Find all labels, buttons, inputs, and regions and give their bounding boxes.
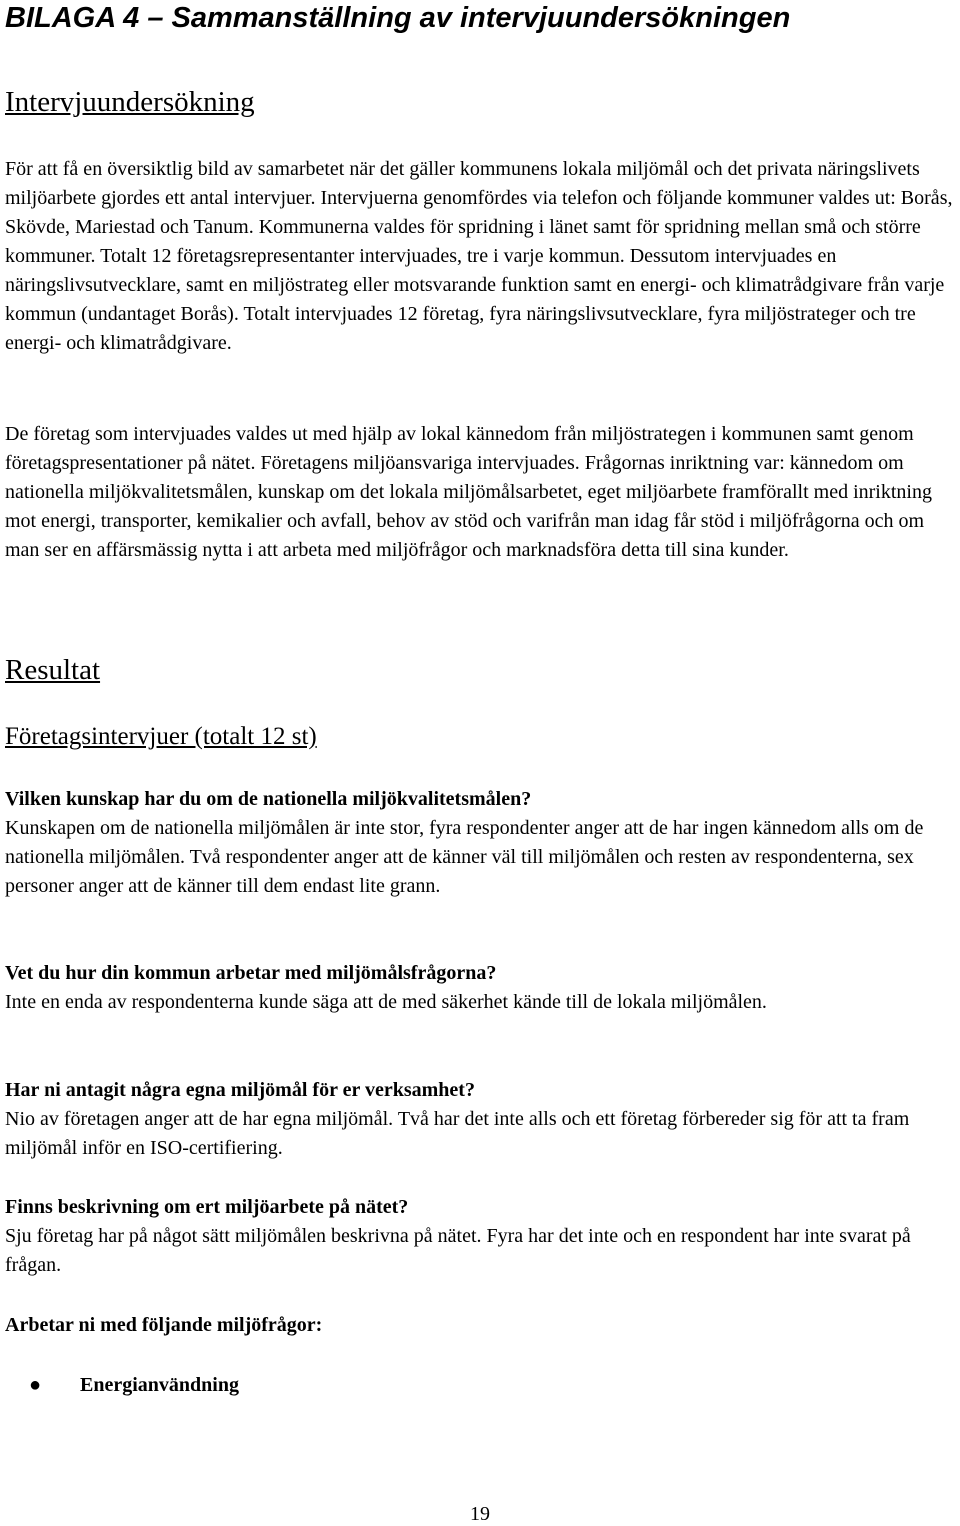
subheading-company-interviews: Företagsintervjuer (totalt 12 st) [5, 723, 317, 750]
question-1: Vilken kunskap har du om de nationella miljökvalitetsmålen? [5, 788, 532, 810]
question-5: Arbetar ni med följande miljöfrågor: [5, 1314, 323, 1336]
question-2: Vet du hur din kommun arbetar med miljömålsfrågorna? [5, 962, 497, 984]
section-heading-results: Resultat [5, 654, 101, 686]
qa-block-3 [5, 1076, 955, 1163]
bullet-icon: ● [29, 1374, 42, 1396]
qa-block-2 [5, 959, 955, 1017]
intro-paragraph-text: För att få en översiktlig bild av samarbetet när det gäller kommunens lokala miljömål och det privata näringslivets miljöarbete gjordes ett antal intervjuer. Intervjuerna genomfördes via telefon och följande kommuner valdes ut: Borås, Skövde, Mariestad och Tanum. Kommunerna valdes för spridning i länet samt för spridning mellan små och större kommuner. Totalt 12 företagsrepresentanter intervjuades, tre i varje kommun. Dessutom intervjuades en näringslivsutvecklare, samt en miljöstrateg eller motsvarande funktion samt en energi- och klimatrådgivare från varje kommun (undantaget Borås). Totalt intervjuades 12 företag, fyra näringslivsutvecklare, fyra miljöstrateger och tre energi- och klimatrådgivare. [5, 158, 953, 354]
answer-1: Kunskapen om de nationella miljömålen är inte stor, fyra respondenter anger att de har ingen kännedom alls om de nationella miljömålen. Två respondenter anger att de känner väl till miljömålen och resten av respondenterna, sex personer anger att de känner till dem endast lite grann. [5, 817, 924, 897]
method-paragraph-text: De företag som intervjuades valdes ut med hjälp av lokal kännedom från miljöstrategen i kommunen samt genom företagspresentationer på nätet. Företagens miljöansvariga intervjuades. Frågornas inriktning var: kännedom om nationella miljökvalitetsmålen, kunskap om det lokala miljömålsarbetet, eget miljöarbete framförallt med inriktning mot energi, transporter, kemikalier och avfall, behov av stöd och varifrån man idag får stöd i miljöfrågorna och om man ser en affärsmässig nytta i att arbeta med miljöfrågor och marknadsföra detta till sina kunder. [5, 423, 932, 561]
answer-3: Nio av företagen anger att de har egna miljömål. Två har det inte alls och ett företag förbereder sig för att ta fram miljömål inför en ISO-certifiering. [5, 1108, 910, 1159]
question-4: Finns beskrivning om ert miljöarbete på nätet? [5, 1196, 409, 1218]
qa-block-1 [5, 785, 955, 901]
section-heading-interview-survey: Intervjuundersökning [5, 86, 255, 118]
question-3: Har ni antagit några egna miljömål för er verksamhet? [5, 1079, 475, 1101]
appendix-title: BILAGA 4 – Sammanställning av intervjuundersökningen [5, 2, 791, 34]
answer-2: Inte en enda av respondenterna kunde säga att de med säkerhet kände till de lokala miljömålen. [5, 991, 767, 1013]
intro-paragraph [5, 155, 955, 358]
list-item-label: Energianvändning [80, 1374, 239, 1396]
answer-4: Sju företag har på något sätt miljömålen beskrivna på nätet. Fyra har det inte och en respondent har inte svarat på frågan. [5, 1225, 911, 1276]
method-paragraph [5, 420, 955, 565]
page-number: 19 [470, 1503, 490, 1525]
qa-block-4 [5, 1193, 955, 1280]
question-block-5 [5, 1311, 955, 1340]
